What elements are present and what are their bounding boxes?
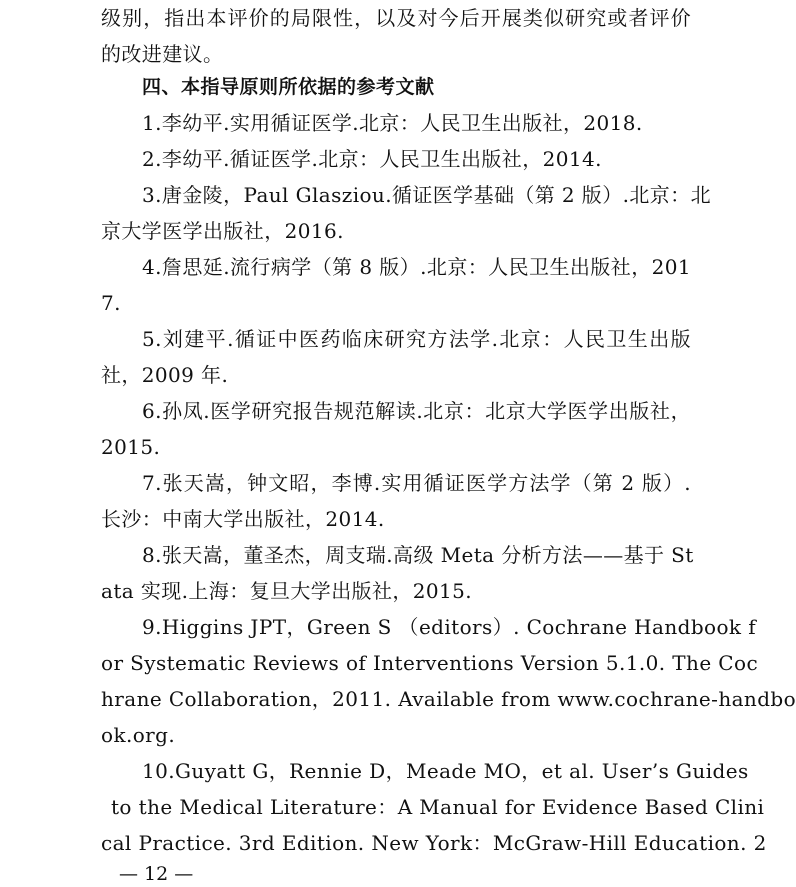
reference-4-line-1: 4.詹思延.流行病学（第 8 版）.北京：人民卫生出版社，201: [142, 255, 691, 279]
reference-2-line-1: 2.李幼平.循证医学.北京：人民卫生出版社，2014.: [142, 147, 602, 171]
reference-5-line-2: 社，2009 年.: [101, 363, 229, 387]
section-heading: 四、本指导原则所依据的参考文献: [142, 76, 435, 98]
reference-8-line-2: ata 实现.上海：复旦大学出版社，2015.: [101, 579, 473, 603]
reference-9-line-3: hrane Collaboration，2011. Available from www.cochrane-handbo: [101, 687, 796, 711]
intro-line-2: 的改进建议。: [101, 42, 224, 66]
reference-8-line-1: 8.张天嵩，董圣杰，周支瑞.高级 Meta 分析方法——基于 St: [142, 543, 694, 567]
reference-9-line-4: ok.org.: [101, 723, 176, 747]
reference-7-line-1: 7.张天嵩，钟文昭，李博.实用循证医学方法学（第 2 版）.: [142, 471, 691, 495]
reference-10-line-1: 10.Guyatt G，Rennie D，Meade MO，et al. User’s Guides: [142, 759, 749, 783]
reference-3-line-2: 京大学医学出版社，2016.: [101, 219, 344, 243]
reference-1-line-1: 1.李幼平.实用循证医学.北京：人民卫生出版社，2018.: [142, 111, 643, 135]
reference-6-line-1: 6.孙凤.医学研究报告规范解读.北京：北京大学医学出版社，: [142, 399, 691, 423]
reference-9-line-2: or Systematic Reviews of Interventions Version 5.1.0. The Coc: [101, 651, 759, 675]
reference-10-line-2: to the Medical Literature：A Manual for Evidence Based Clini: [111, 795, 765, 819]
reference-6-line-2: 2015.: [101, 435, 161, 459]
reference-4-line-2: 7.: [101, 291, 121, 315]
reference-7-line-2: 长沙：中南大学出版社，2014.: [101, 507, 385, 531]
reference-5-line-1: 5.刘建平.循证中医药临床研究方法学.北京：人民卫生出版: [142, 327, 691, 351]
intro-line-1: 级别，指出本评价的局限性，以及对今后开展类似研究或者评价: [101, 6, 691, 30]
reference-10-line-3: cal Practice. 3rd Edition. New York：McGraw-Hill Education. 2: [101, 831, 767, 855]
reference-3-line-1: 3.唐金陵，Paul Glasziou.循证医学基础（第 2 版）.北京：北: [142, 183, 711, 207]
reference-9-line-1: 9.Higgins JPT，Green S （editors）. Cochrane Handbook f: [142, 615, 756, 639]
page-number: — 12 —: [119, 863, 194, 885]
